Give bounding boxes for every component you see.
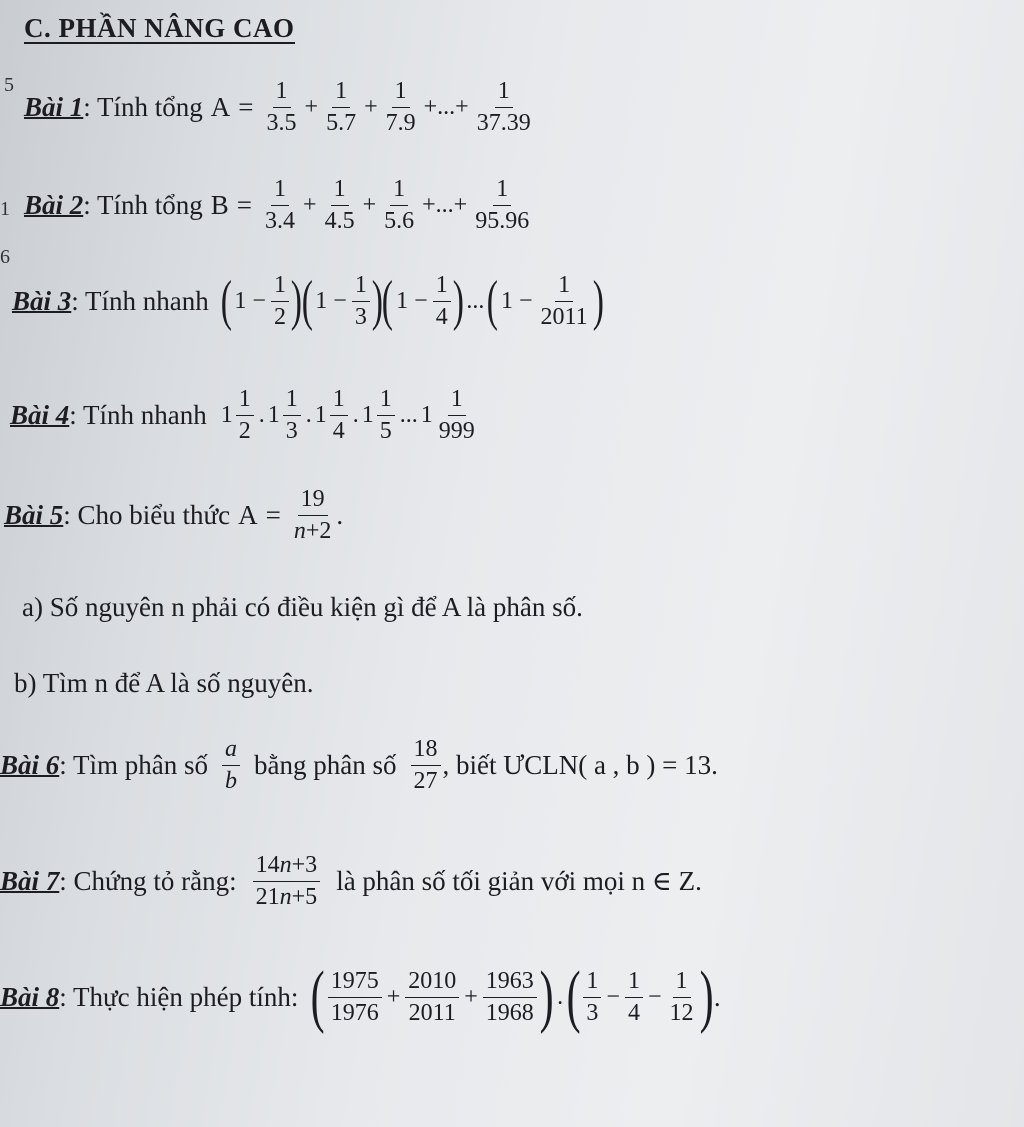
math-expression	[409, 736, 443, 795]
left-paren: (	[220, 270, 232, 333]
math-expression	[211, 176, 534, 235]
plus-sign: +	[304, 93, 319, 120]
math-expression	[220, 736, 242, 795]
fraction: $\frac{1}{4.5}$	[324, 176, 355, 234]
exercise-8	[0, 958, 721, 1035]
ellipsis: ...	[466, 287, 485, 314]
fraction: 1 4	[330, 386, 348, 445]
fraction: $\frac{1}{5.7}$	[326, 78, 357, 136]
fraction: $\frac{2010}{2011}$	[405, 968, 459, 1027]
exercise-text: : Chứng tỏ rằng:	[59, 865, 237, 896]
exercise-label: Bài 7	[0, 865, 60, 896]
exercise-1	[24, 78, 536, 137]
exercise-text: : Tính tổng	[83, 189, 203, 220]
equals-sign: =	[265, 499, 281, 530]
exercise-5b: b) Tìm n để A là số nguyên.	[14, 668, 314, 698]
fraction: $\frac{1}{4}$	[433, 272, 451, 331]
math-expression	[211, 78, 536, 137]
right-paren: )	[452, 270, 464, 333]
fraction: $\frac{1}{2011}$	[540, 272, 588, 330]
exercise-3	[12, 272, 603, 331]
exercise-6	[0, 736, 718, 795]
exercise-label: Bài 5	[4, 499, 64, 530]
fraction: 1 3	[283, 386, 301, 445]
left-paren: (	[487, 270, 499, 333]
exercise-text: : Tính nhanh	[69, 399, 207, 430]
ellipsis: +...+	[423, 93, 469, 120]
fraction: $\frac{1}{4}$	[625, 968, 643, 1027]
exercise-5	[4, 486, 343, 545]
exercise-4	[10, 386, 480, 445]
fraction: $\frac{1}{3.5}$	[266, 78, 297, 136]
fraction: $\frac{1}{5.6}$	[384, 176, 415, 234]
right-paren: )	[290, 270, 302, 333]
fraction: $\frac{1}{3}$	[352, 272, 370, 331]
exercise-label: Bài 1	[24, 91, 84, 122]
section-heading: C. PHẦN NÂNG CAO	[24, 13, 295, 43]
fraction: 1 999	[438, 386, 475, 444]
left-paren: (	[566, 958, 581, 1035]
math-expression: ( 1 − $\frac{1}{2}$ ) ( 1 − $\frac{1}{3}$ ) ( 1 − $\frac{1}{4}$ ) ... ( 1 − $\frac{1}{2011}$ )	[220, 270, 604, 333]
exercise-text: : Cho biểu thức	[63, 499, 231, 530]
fraction: a b	[222, 736, 240, 795]
exercise-label: Bài 4	[10, 399, 70, 430]
exercise-label: Bài 3	[12, 285, 72, 316]
fraction: 1 5	[377, 386, 395, 445]
left-paren: (	[311, 958, 326, 1035]
fraction: 14n+3 21n+5	[253, 852, 321, 911]
exercise-text: là phân số tối giản với mọi n ∈ Z.	[336, 865, 702, 896]
fraction: 1975 1976	[328, 968, 382, 1027]
exercise-text: : Tính tổng	[83, 91, 203, 122]
variable: B	[210, 189, 229, 220]
equals-sign: =	[238, 91, 254, 122]
fraction: $\frac{1}{95.96}$	[475, 176, 530, 234]
equals-sign: =	[236, 189, 253, 220]
margin-mark: 1	[0, 198, 10, 220]
math-expression	[251, 852, 323, 911]
ellipsis: ...	[399, 401, 418, 428]
variable: A	[238, 499, 258, 530]
fraction: $\frac{1}{3.4}$	[265, 176, 296, 234]
margin-mark: 5	[4, 74, 14, 96]
exercise-text: : Thực hiện phép tính:	[59, 981, 299, 1012]
math-expression: 1 1 2 . 1 1 3 . 1 1 4 . 1 1 5 ... 1 1 999	[221, 386, 480, 445]
exercise-label: Bài 8	[0, 981, 60, 1012]
exercise-text: , biết ƯCLN( a , b ) = 13.	[442, 749, 718, 780]
plus-sign: +	[303, 191, 317, 218]
math-expression: ( 1975 1976 + $\frac{2010}{2011}$ + $\frac{1963}{1968}$ ) . ( 1 3 − $\frac{1}{4}$ − $\frac{1}{12}$ ) .	[311, 958, 721, 1035]
right-paren: )	[539, 958, 554, 1035]
variable: A	[210, 91, 231, 122]
fraction: 18 27	[411, 736, 441, 795]
exercise-7	[0, 852, 702, 911]
fraction: 1 3	[583, 968, 601, 1027]
math-expression: A = $\frac{19}{n+2}$ .	[238, 486, 344, 544]
fraction: 1 2	[236, 386, 254, 445]
exercise-text: : Tìm phân số	[59, 749, 209, 780]
fraction: $\frac{1}{7.9}$	[385, 78, 416, 136]
left-paren: (	[382, 270, 394, 333]
exercise-text: bằng phân số	[254, 749, 397, 780]
fraction: $\frac{1}{2}$	[271, 272, 289, 331]
right-paren: )	[592, 270, 604, 333]
fraction: $\frac{19}{n+2}$	[293, 486, 332, 544]
plus-sign: +	[362, 191, 377, 218]
fraction: $\frac{1}{37.39}$	[476, 78, 531, 136]
exercise-5a: a) Số nguyên n phải có điều kiện gì để A là phân số.	[22, 592, 583, 622]
right-paren: )	[699, 958, 714, 1035]
ellipsis: +...+	[422, 191, 468, 218]
exercise-2	[24, 176, 534, 235]
exercise-text: : Tính nhanh	[71, 285, 209, 316]
fraction: $\frac{1}{12}$	[669, 967, 694, 1026]
exercise-label: Bài 2	[24, 189, 84, 220]
plus-sign: +	[364, 93, 378, 120]
exercise-label: Bài 6	[0, 749, 60, 780]
fraction: $\frac{1963}{1968}$	[483, 968, 537, 1027]
margin-mark: 6	[0, 246, 10, 268]
right-paren: )	[371, 270, 383, 333]
left-paren: (	[301, 270, 313, 333]
